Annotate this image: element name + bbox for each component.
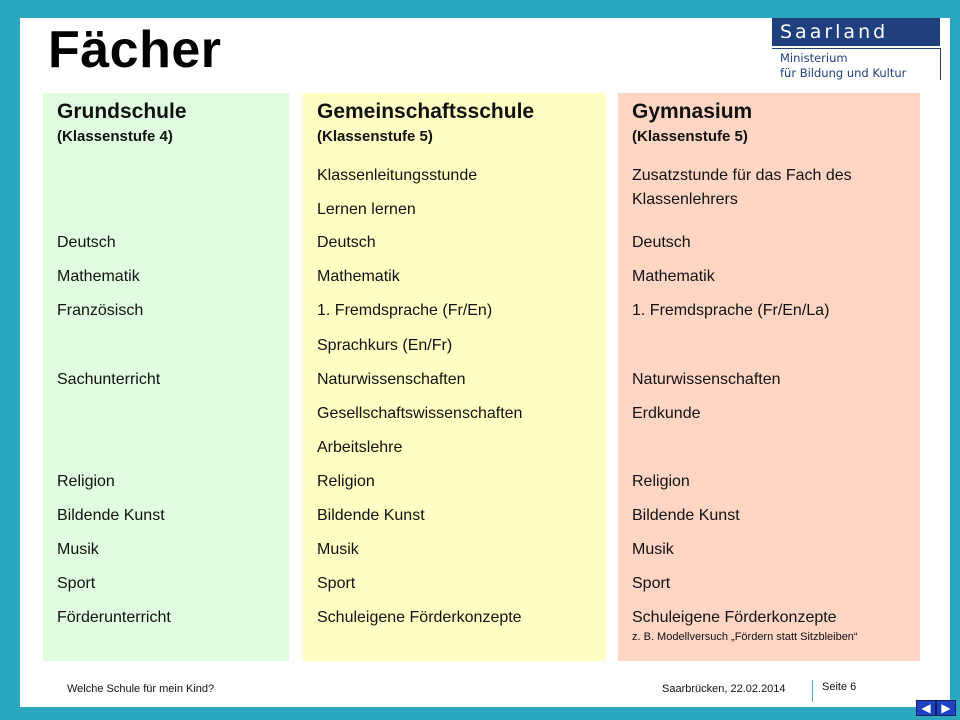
footer-title: Welche Schule für mein Kind? xyxy=(67,683,215,695)
logo-line2: für Bildung und Kultur xyxy=(780,66,907,80)
page-number: Seite 6 xyxy=(822,681,857,693)
saarland-logo xyxy=(772,18,942,80)
subject-extra1: Zusatzstunde für das Fach des xyxy=(632,167,852,184)
subject-sport: Sport xyxy=(632,575,671,592)
arrow-left-icon: ◀ xyxy=(921,701,931,715)
subject-foerder: Förderunterricht xyxy=(57,609,171,626)
subject-foerder: Schuleigene Förderkonzepte xyxy=(317,609,522,626)
subject-sprache: Französisch xyxy=(57,302,144,319)
arrow-right-icon: ▶ xyxy=(941,701,951,715)
subject-gesell: Gesellschaftswissenschaften xyxy=(317,405,523,422)
column-heading: Gymnasium xyxy=(632,100,753,123)
column-grundschule xyxy=(43,93,289,661)
logo-line1: Ministerium xyxy=(780,51,848,65)
subject-musik: Musik xyxy=(57,541,99,558)
subject-religion: Religion xyxy=(57,473,115,490)
subject-mathematik: Mathematik xyxy=(57,268,140,285)
subject-extra1: Klassenleitungsstunde xyxy=(317,167,478,184)
subject-musik: Musik xyxy=(317,541,359,558)
subject-kunst: Bildende Kunst xyxy=(317,507,425,524)
subject-extra2: Lernen lernen xyxy=(317,201,416,218)
subject-natur: Naturwissenschaften xyxy=(317,371,466,388)
subject-deutsch: Deutsch xyxy=(632,234,691,251)
column-subheading: (Klassenstufe 5) xyxy=(317,128,433,145)
column-subheading: (Klassenstufe 4) xyxy=(57,128,173,145)
subject-mathematik: Mathematik xyxy=(632,268,715,285)
subject-foerder: Schuleigene Förderkonzepte xyxy=(632,609,837,626)
subject-musik: Musik xyxy=(632,541,674,558)
subject-natur: Sachunterricht xyxy=(57,371,161,388)
subject-sprache: 1. Fremdsprache (Fr/En/La) xyxy=(632,302,830,319)
subject-sprache: 1. Fremdsprache (Fr/En) xyxy=(317,302,493,319)
logo-name: Saarland xyxy=(772,18,940,46)
column-heading: Grundschule xyxy=(57,100,187,123)
subject-natur: Naturwissenschaften xyxy=(632,371,781,388)
subject-religion: Religion xyxy=(632,473,690,490)
subject-kunst: Bildende Kunst xyxy=(57,507,165,524)
subject-deutsch: Deutsch xyxy=(57,234,116,251)
subject-sport: Sport xyxy=(317,575,356,592)
footer-divider xyxy=(812,680,813,702)
subject-religion: Religion xyxy=(317,473,375,490)
logo-divider-vertical xyxy=(940,48,941,80)
subject-sport: Sport xyxy=(57,575,96,592)
logo-divider xyxy=(772,48,940,49)
page-title: Fächer xyxy=(48,21,222,79)
subject-arbeit: Arbeitslehre xyxy=(317,439,403,456)
subject-erdkunde: Erdkunde xyxy=(632,405,701,422)
subject-kunst: Bildende Kunst xyxy=(632,507,740,524)
subject-mathematik: Mathematik xyxy=(317,268,400,285)
next-slide-button[interactable] xyxy=(936,700,956,716)
footer-date: Saarbrücken, 22.02.2014 xyxy=(662,683,786,695)
footnote: z. B. Modellversuch „Fördern statt Sitzbleiben“ xyxy=(632,631,858,643)
subject-deutsch: Deutsch xyxy=(317,234,376,251)
subject-extra1-cont: Klassenlehrers xyxy=(632,191,738,208)
column-gemeinschaftsschule xyxy=(303,93,606,661)
column-heading: Gemeinschaftsschule xyxy=(317,100,535,123)
column-subheading: (Klassenstufe 5) xyxy=(632,128,748,145)
previous-slide-button[interactable] xyxy=(916,700,936,716)
subject-sprachkurs: Sprachkurs (En/Fr) xyxy=(317,337,453,354)
column-gymnasium xyxy=(618,93,920,661)
